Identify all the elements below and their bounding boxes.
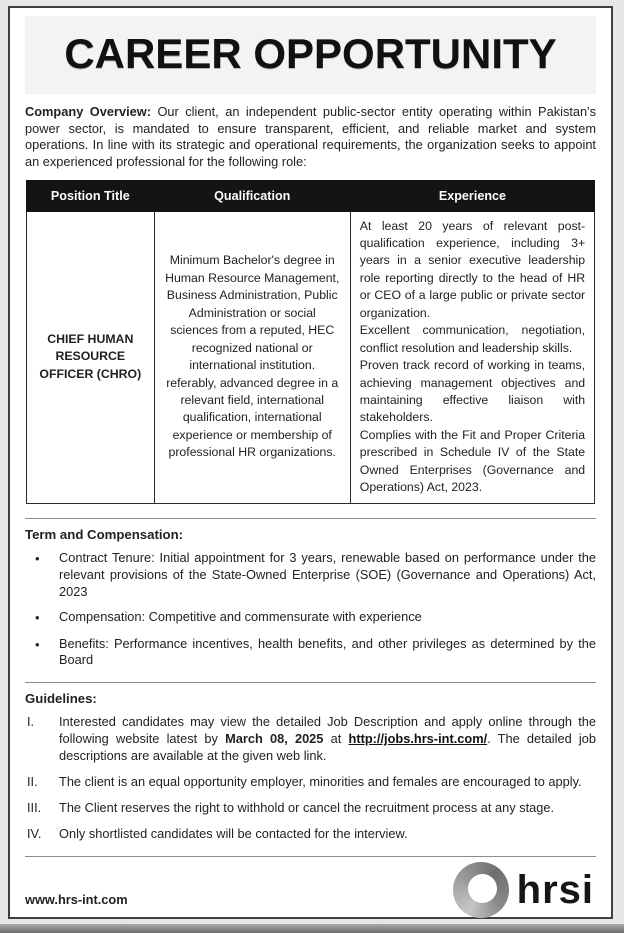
column-header-experience: Experience (350, 180, 594, 211)
guideline-text: The Client reserves the right to withhold or cancel the recruitment process at any stage. (59, 799, 555, 815)
role-table (26, 180, 595, 504)
experience-cell (350, 211, 594, 503)
qualification-cell: Minimum Bachelor's degree in Human Resource Management, Business Administration, Public Administration or social sciences from a reputed, HEC recognized national or international institution. referably, advanced degree in a relevant field, international qualification, international experience or membership of professional HR organizations. (154, 211, 350, 503)
bullet-icon: • (35, 610, 40, 626)
title-banner (25, 16, 596, 94)
list-item (25, 800, 596, 817)
section-divider (25, 518, 596, 519)
experience-paragraph: Excellent communication, negotiation, conflict resolution and leadership skills. (359, 323, 586, 355)
guideline-text-mid: at (323, 731, 349, 747)
application-url-link[interactable]: http://jobs.hrs-int.com/ (348, 731, 488, 747)
roman-numeral: IV. (27, 825, 42, 841)
hrsi-ring-icon (453, 862, 509, 918)
bottom-scan-edge (0, 924, 624, 933)
roman-numeral: I. (27, 714, 35, 730)
guideline-text-post: . The detailed job descriptions are available at the given web link. (59, 731, 596, 764)
company-overview-label: Company Overview: (25, 104, 151, 119)
table-header-row (26, 180, 594, 211)
hrsi-logo-text: hrsi (516, 867, 594, 912)
term-compensation-heading: Term and Compensation: (25, 526, 184, 542)
hrsi-logo (453, 862, 594, 918)
list-item (25, 550, 596, 601)
list-item (25, 609, 596, 626)
experience-paragraph: Complies with the Fit and Proper Criteria prescribed in Schedule IV of the State Owned Enterprises (Governance and Operations) Act, 2023. (359, 427, 586, 495)
column-header-qualification: Qualification (154, 180, 350, 211)
page-title: CAREER OPPORTUNITY (64, 30, 557, 77)
company-overview-text: Our client, an independent public-sector entity operating within Pakistan's power sector, is mandated to ensure transparent, efficient, and reliable market and system operations. In line with its strategic and operational requirements, the organization seeks to appoint an experienced professional for the following role: (25, 104, 596, 169)
guideline-text (59, 714, 596, 765)
table-row (26, 211, 594, 503)
column-header-position-title: Position Title (26, 180, 154, 211)
bullet-text: Compensation: Competitive and commensurate with experience (59, 609, 422, 625)
position-title-cell: CHIEF HUMAN RESOURCE OFFICER (CHRO) (26, 211, 154, 503)
footer-divider (25, 856, 596, 857)
guidelines-heading: Guidelines: (25, 691, 97, 707)
guideline-text: Only shortlisted candidates will be contacted for the interview. (59, 825, 408, 841)
job-ad-document (8, 6, 613, 919)
footer (23, 852, 598, 913)
experience-paragraph: Proven track record of working in teams, achieving management objectives and maintaining effective liaison with stakeholders. (359, 358, 586, 425)
company-website: www.hrs-int.com (25, 892, 128, 907)
guideline-text: The client is an equal opportunity employer, minorities and females are encouraged to apply. (59, 774, 582, 790)
list-item (25, 714, 596, 765)
section-divider (25, 682, 596, 683)
bullet-icon: • (35, 636, 40, 652)
company-overview-paragraph (25, 104, 596, 171)
list-item (25, 774, 596, 791)
roman-numeral: II. (27, 774, 38, 790)
guideline-text-pre: Interested candidates may view the detailed Job Description and apply online through the following website latest by (59, 714, 596, 747)
list-item (25, 636, 596, 670)
list-item (25, 826, 596, 843)
bullet-icon: • (35, 550, 40, 566)
deadline-date: March 08, 2025 (225, 731, 324, 747)
roman-numeral: III. (27, 799, 42, 815)
bullet-text: Contract Tenure: Initial appointment for 3 years, renewable based on performance under the relevant provisions of the State-Owned Enterprise (SOE) (Governance and Operations) Act, 2023 (59, 549, 596, 599)
experience-paragraph: At least 20 years of relevant post-qualification experience, including 3+ years in a senior executive leadership role reporting directly to the head of HR or CEO of a large public or private sector organization. (359, 218, 586, 320)
bullet-text: Benefits: Performance incentives, health benefits, and other privileges as determined by the Board (59, 635, 596, 668)
